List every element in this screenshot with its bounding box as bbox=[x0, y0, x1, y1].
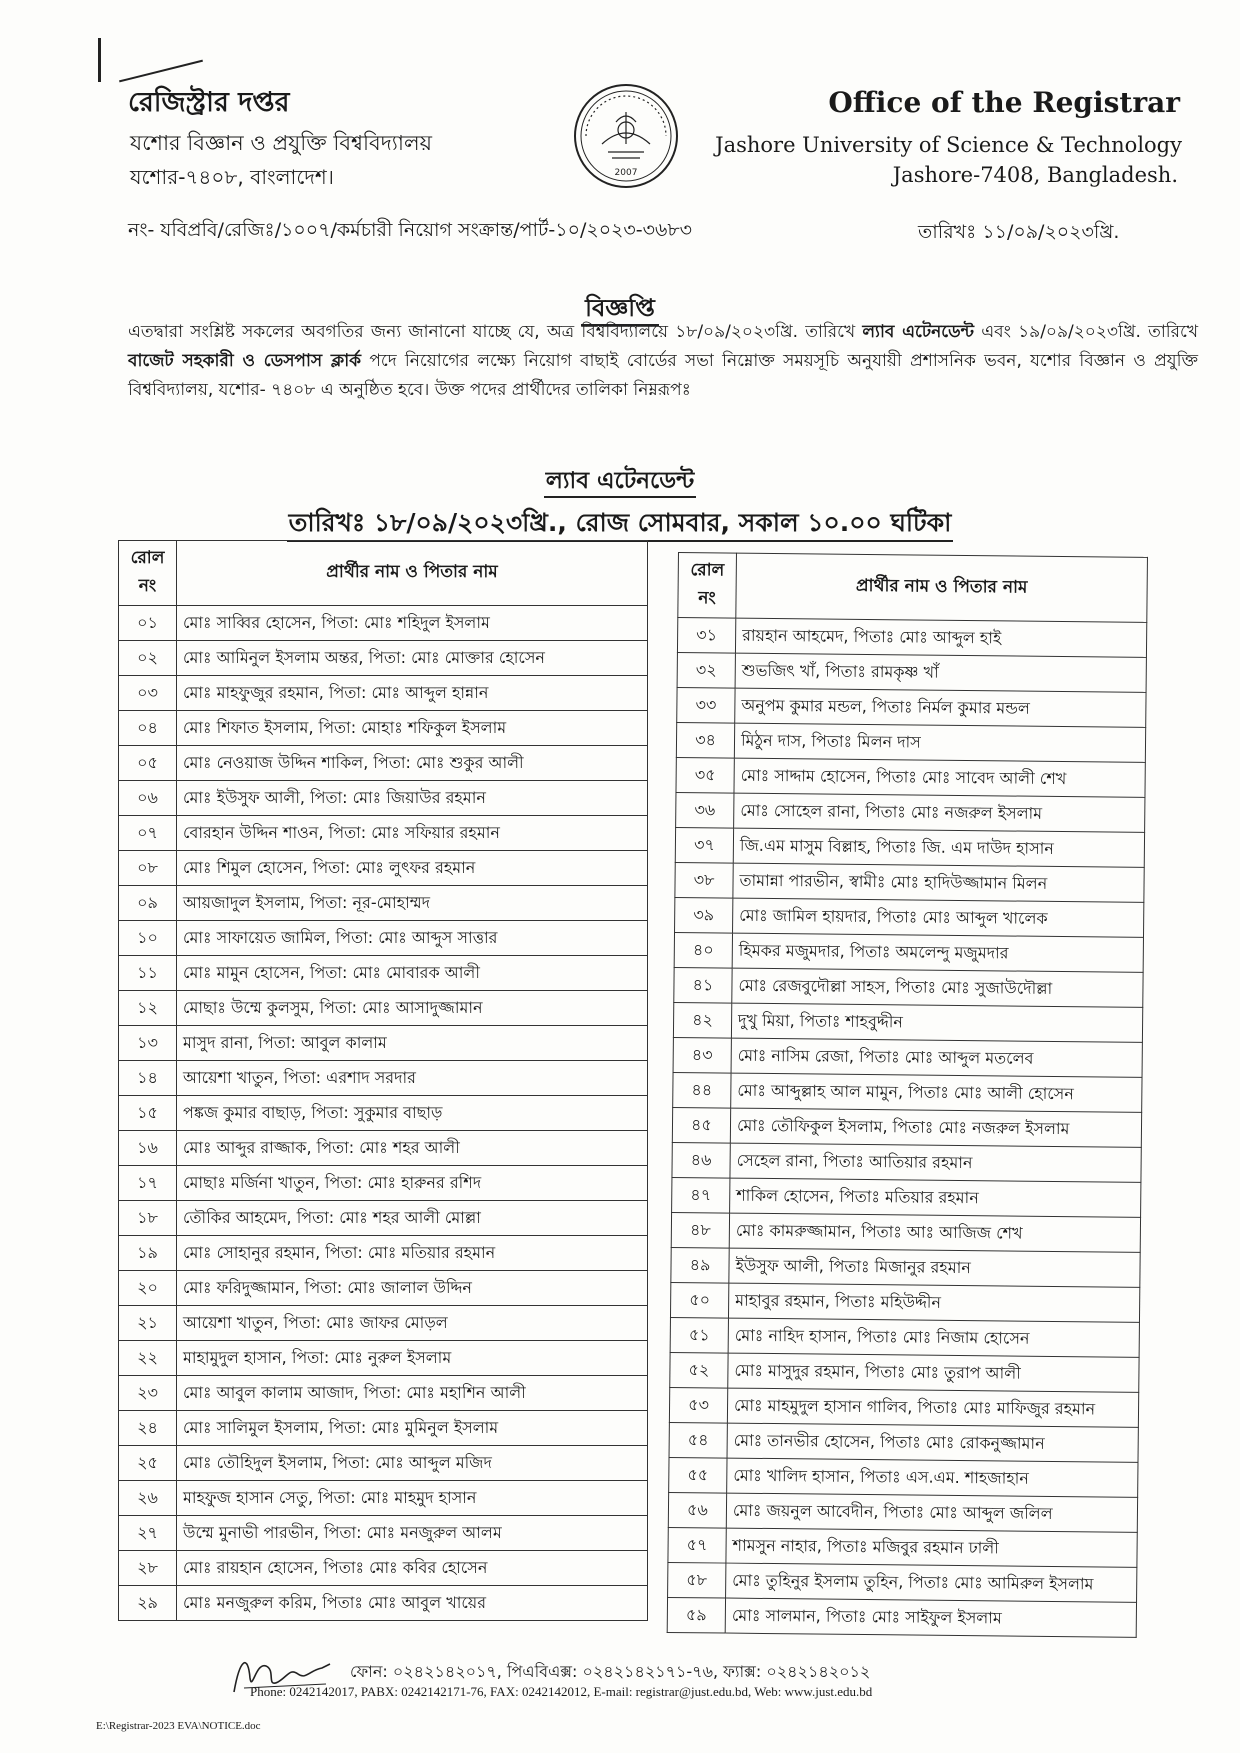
table-row bbox=[119, 1236, 648, 1271]
table-row bbox=[671, 1212, 1140, 1252]
candidate-name: আয়েশা খাতুন, পিতা: এরশাদ সরদার bbox=[177, 1061, 648, 1096]
candidate-name: মোছাঃ উম্মে কুলসুম, পিতা: মোঃ আসাদুজ্জামান bbox=[177, 991, 648, 1026]
office-name-bn: রেজিস্ট্রার দপ্তর bbox=[128, 87, 290, 118]
candidate-name: মোঃ নাহিদ হাসান, পিতাঃ মোঃ নিজাম হোসেন bbox=[728, 1318, 1139, 1357]
table-row bbox=[119, 1026, 648, 1061]
roll-number: ২৪ bbox=[119, 1411, 177, 1446]
table-row bbox=[119, 1271, 648, 1306]
footer-phone-bn: ফোন: ০২৪২১৪২০১৭, পিএবিএক্স: ০২৪২১৪২১৭১-৭৬, ফ্যাক্স: ০২৪২১৪২০১২ bbox=[350, 1662, 871, 1681]
candidate-name: মোঃ সোহেল রানা, পিতাঃ মোঃ নজরুল ইসলাম bbox=[734, 793, 1145, 832]
university-name-en: Jashore University of Science & Technology bbox=[715, 133, 1182, 157]
roll-number: ৪৯ bbox=[671, 1247, 729, 1283]
candidate-name: পঙ্কজ কুমার বাছাড়, পিতা: সুকুমার বাছাড় bbox=[177, 1096, 648, 1131]
roll-number: ৩৯ bbox=[675, 897, 733, 933]
table-row bbox=[119, 1061, 648, 1096]
table-row bbox=[669, 1422, 1138, 1462]
roll-number: ৫৩ bbox=[669, 1387, 727, 1423]
candidate-name: মোঃ মামুন হোসেন, পিতা: মোঃ মোবারক আলী bbox=[177, 956, 648, 991]
notice-post1: ল্যাব এটেনডেন্ট bbox=[862, 322, 974, 342]
candidate-name: হিমকর মজুমদার, পিতাঃ অমলেন্দু মজুমদার bbox=[732, 933, 1143, 972]
candidate-name: মোঃ সাব্বির হোসেন, পিতা: মোঃ শহিদুল ইসলাম bbox=[177, 606, 648, 641]
candidate-name: মোঃ আবুল কালাম আজাদ, পিতা: মোঃ মহাশিন আলী bbox=[177, 1376, 648, 1411]
roll-number: ৪১ bbox=[674, 967, 732, 1003]
table-row bbox=[119, 676, 648, 711]
roll-number: ৪৬ bbox=[672, 1142, 730, 1178]
roll-number: ২২ bbox=[119, 1341, 177, 1376]
roll-number: ৪৩ bbox=[673, 1037, 731, 1073]
roll-number: ৫৫ bbox=[669, 1457, 727, 1493]
candidate-name: মোছাঃ মর্জিনা খাতুন, পিতা: মোঃ হারুনর রশিদ bbox=[177, 1166, 648, 1201]
roll-number: ৪০ bbox=[674, 932, 732, 968]
roll-number: ১১ bbox=[119, 956, 177, 991]
table-row bbox=[675, 897, 1144, 937]
footer-contact-en: Phone: 0242142017, PABX: 0242142171-76, FAX: 0242142012, E-mail: registrar@just.edu.bd, Web: www.just.edu.bd bbox=[250, 1684, 873, 1699]
table-row bbox=[676, 757, 1145, 797]
candidate-name: মোঃ সালিমুল ইসলাম, পিতা: মোঃ মুমিনুল ইসলাম bbox=[177, 1411, 648, 1446]
candidate-name: মোঃ মাহমুদুল হাসান গালিব, পিতাঃ মোঃ মাফিজুর রহমান bbox=[727, 1388, 1138, 1427]
table-row bbox=[672, 1142, 1141, 1182]
candidate-table-left bbox=[118, 540, 648, 1621]
roll-number: ০৮ bbox=[119, 851, 177, 886]
table-row bbox=[119, 991, 648, 1026]
roll-number: ৩৭ bbox=[675, 827, 733, 863]
table-row bbox=[673, 1037, 1142, 1077]
candidate-table-right bbox=[667, 552, 1148, 1638]
roll-number: ৪২ bbox=[673, 1002, 731, 1038]
candidate-name: মোঃ সোহানুর রহমান, পিতা: মোঃ মতিয়ার রহমান bbox=[177, 1236, 648, 1271]
roll-number: ০৫ bbox=[119, 746, 177, 781]
roll-number: ৪৪ bbox=[673, 1072, 731, 1108]
memo-number: নং- যবিপ্রবি/রেজিঃ/১০০৭/কর্মচারী নিয়োগ সংক্রান্ত/পার্ট-১০/২০২৩-৩৬৮৩ bbox=[128, 219, 692, 241]
candidate-name: মোঃ মাসুদুর রহমান, পিতাঃ মোঃ তুরাপ আলী bbox=[728, 1353, 1139, 1392]
table-row bbox=[668, 1492, 1137, 1532]
candidate-name: মোঃ তৌহিদুল ইসলাম, পিতা: মোঃ আব্দুল মজিদ bbox=[177, 1446, 648, 1481]
table-row bbox=[119, 711, 648, 746]
roll-number: ৩৮ bbox=[675, 862, 733, 898]
table-row bbox=[673, 1072, 1142, 1112]
roll-number: ৫১ bbox=[670, 1317, 728, 1353]
candidate-name: আয়েশা খাতুন, পিতা: মোঃ জাফর মোড়ল bbox=[177, 1306, 648, 1341]
notice-title-text: বিজ্ঞপ্তি bbox=[581, 294, 659, 326]
candidate-name: মোঃ রেজবুদৌল্লা সাহস, পিতাঃ মোঃ সুজাউদৌল্লা bbox=[732, 968, 1143, 1007]
table-row bbox=[677, 687, 1146, 727]
table-row bbox=[119, 1411, 648, 1446]
table-row bbox=[119, 1446, 648, 1481]
notice-body-part2: এবং ১৯/০৯/২০২৩খ্রি. তারিখে bbox=[973, 322, 1198, 342]
roll-number: ১৯ bbox=[119, 1236, 177, 1271]
candidate-name: মোঃ তুহিনুর ইসলাম তুহিন, পিতাঃ মোঃ আমিরুল ইসলাম bbox=[726, 1563, 1137, 1602]
roll-number: ৪৫ bbox=[672, 1107, 730, 1143]
table-row bbox=[119, 886, 648, 921]
roll-number: ৫৯ bbox=[667, 1597, 725, 1633]
table-row bbox=[675, 862, 1144, 902]
roll-number: ৩৪ bbox=[676, 722, 734, 758]
candidate-name: মোঃ রায়হান হোসেন, পিতাঃ মোঃ কবির হোসেন bbox=[177, 1551, 648, 1586]
table-row bbox=[676, 792, 1145, 832]
candidate-name: মোঃ সাফায়েত জামিল, পিতা: মোঃ আব্দুস সাত্তার bbox=[177, 921, 648, 956]
candidate-name: মোঃ খালিদ হাসান, পিতাঃ এস.এম. শাহজাহান bbox=[727, 1458, 1138, 1497]
candidate-name: তামান্না পারভীন, স্বামীঃ মোঃ হাদিউজ্জামান মিলন bbox=[733, 863, 1144, 902]
header-stroke bbox=[119, 60, 203, 83]
table-header-row bbox=[678, 553, 1148, 623]
candidate-name: মোঃ মনজুরুল করিম, পিতাঃ মোঃ আবুল খায়ের bbox=[177, 1586, 648, 1621]
table-row bbox=[119, 746, 648, 781]
roll-number: ২১ bbox=[119, 1306, 177, 1341]
roll-number: ৩১ bbox=[677, 618, 735, 654]
candidate-name: মাহামুদুল হাসান, পিতা: মোঃ নুরুল ইসলাম bbox=[177, 1341, 648, 1376]
table-row bbox=[119, 956, 648, 991]
table-row bbox=[119, 1376, 648, 1411]
table-row bbox=[670, 1317, 1139, 1357]
roll-number: ৫৪ bbox=[669, 1422, 727, 1458]
table-row bbox=[674, 932, 1143, 972]
roll-number: ২৯ bbox=[119, 1586, 177, 1621]
roll-number: ৩৬ bbox=[676, 792, 734, 828]
candidate-name: মোঃ ইউসুফ আলী, পিতা: মোঃ জিয়াউর রহমান bbox=[177, 781, 648, 816]
roll-number: ১৪ bbox=[119, 1061, 177, 1096]
table-row bbox=[672, 1107, 1141, 1147]
notice-body-part1: এতদ্বারা সংশ্লিষ্ট সকলের অবগতির জন্য জানানো যাচ্ছে যে, অত্র বিশ্ববিদ্যালয়ে ১৮/০৯/২০২৩খ্রি. তারিখে bbox=[128, 322, 863, 342]
roll-number: ২৮ bbox=[119, 1551, 177, 1586]
roll-number: ৩২ bbox=[677, 652, 735, 688]
roll-number: ০৩ bbox=[119, 676, 177, 711]
table-row bbox=[671, 1247, 1140, 1287]
table-row bbox=[119, 1096, 648, 1131]
roll-number: ৪৮ bbox=[671, 1212, 729, 1248]
table-row bbox=[667, 1597, 1136, 1637]
roll-number: ৫৬ bbox=[668, 1492, 726, 1528]
candidate-name: মোঃ ফরিদুজ্জামান, পিতা: মোঃ জালাল উদ্দিন bbox=[177, 1271, 648, 1306]
candidate-name: মোঃ মাহফুজুর রহমান, পিতা: মোঃ আব্দুল হান্নান bbox=[177, 676, 648, 711]
notice-body-part3: পদে নিয়োগের লক্ষ্যে নিয়োগ বাছাই বোর্ডের সভা নিম্নোক্ত সময়সূচি অনুযায়ী প্রশাসনিক ভবন, যশোর বিজ্ঞান ও প্রযুক্তি বিশ্ববিদ্যালয়, যশোর- ৭৪০৮ এ অনুষ্ঠিত হবে। উক্ত পদের প্রার্থীদের তালিকা নিম্নরূপঃ bbox=[128, 351, 1198, 400]
table-row bbox=[119, 1131, 648, 1166]
address-en: Jashore-7408, Bangladesh. bbox=[892, 163, 1178, 187]
table-row bbox=[670, 1352, 1139, 1392]
roll-number: ১৩ bbox=[119, 1026, 177, 1061]
candidate-name: মোঃ নেওয়াজ উদ্দিন শাকিল, পিতা: মোঃ শুকুর আলী bbox=[177, 746, 648, 781]
table-row bbox=[672, 1177, 1141, 1217]
issue-date: তারিখঃ ১১/০৯/২০২৩খ্রি. bbox=[918, 221, 1120, 243]
candidate-name: শাকিল হোসেন, পিতাঃ মতিয়ার রহমান bbox=[730, 1178, 1141, 1217]
candidate-name: মোঃ জয়নুল আবেদীন, পিতাঃ মোঃ আব্দুল জলিল bbox=[726, 1493, 1137, 1532]
table-row bbox=[674, 967, 1143, 1007]
name-header: প্রার্থীর নাম ও পিতার নাম bbox=[736, 553, 1148, 622]
candidate-name: মোঃ আব্দুল্লাহ আল মামুন, পিতাঃ মোঃ আলী হোসেন bbox=[731, 1073, 1142, 1112]
roll-number: ২৭ bbox=[119, 1516, 177, 1551]
roll-header: রোল নং bbox=[678, 553, 737, 619]
candidate-name: তৌকির আহমেদ, পিতা: মোঃ শহর আলী মোল্লা bbox=[177, 1201, 648, 1236]
table-row bbox=[119, 851, 648, 886]
candidate-name: ইউসুফ আলী, পিতাঃ মিজানুর রহমান bbox=[729, 1248, 1140, 1287]
table-row bbox=[677, 652, 1146, 692]
notice-post2: বাজেট সহকারী ও ডেসপাস ক্লার্ক bbox=[128, 351, 362, 371]
candidate-name: উম্মে মুনাভী পারভীন, পিতা: মোঃ মনজুরুল আলম bbox=[177, 1516, 648, 1551]
roll-number: ০৭ bbox=[119, 816, 177, 851]
table-row bbox=[119, 1306, 648, 1341]
post-title-text: ল্যাব এটেনডেন্ট bbox=[544, 468, 697, 498]
table-row bbox=[119, 1341, 648, 1376]
roll-number: ২৫ bbox=[119, 1446, 177, 1481]
university-name-bn: যশোর বিজ্ঞান ও প্রযুক্তি বিশ্ববিদ্যালয় bbox=[130, 131, 432, 155]
table-row bbox=[119, 781, 648, 816]
candidate-name: মোঃ নাসিম রেজা, পিতাঃ মোঃ আব্দুল মতলেব bbox=[731, 1038, 1142, 1077]
table-row bbox=[676, 722, 1145, 762]
table-row bbox=[677, 618, 1146, 658]
roll-number: ২৬ bbox=[119, 1481, 177, 1516]
roll-number: ৩৩ bbox=[677, 687, 735, 723]
candidate-name: মাহফুজ হাসান সেতু, পিতা: মোঃ মাহমুদ হাসান bbox=[177, 1481, 648, 1516]
candidate-name: মাহাবুর রহমান, পিতাঃ মহিউদ্দীন bbox=[728, 1283, 1139, 1322]
roll-number: ৪৭ bbox=[672, 1177, 730, 1213]
table-row bbox=[673, 1002, 1142, 1042]
candidate-name: সেহেল রানা, পিতাঃ আতিয়ার রহমান bbox=[730, 1143, 1141, 1182]
table-row bbox=[119, 921, 648, 956]
roll-number: ১৮ bbox=[119, 1201, 177, 1236]
table-row bbox=[119, 1201, 648, 1236]
candidate-name: মোঃ শিমুল হোসেন, পিতা: মোঃ লুৎফর রহমান bbox=[177, 851, 648, 886]
candidate-name: রায়হান আহমেদ, পিতাঃ মোঃ আব্দুল হাই bbox=[735, 618, 1146, 657]
candidate-rows-right bbox=[667, 618, 1147, 1638]
roll-number: ৫৮ bbox=[668, 1562, 726, 1598]
candidate-name: মোঃ সাদ্দাম হোসেন, পিতাঃ মোঃ সাবেদ আলী শেখ bbox=[734, 758, 1145, 797]
roll-number: ০৬ bbox=[119, 781, 177, 816]
table-row bbox=[119, 816, 648, 851]
candidate-name: মাসুদ রানা, পিতা: আবুল কালাম bbox=[177, 1026, 648, 1061]
table-row bbox=[119, 641, 648, 676]
table-row bbox=[119, 1481, 648, 1516]
candidate-name: মোঃ আব্দুর রাজ্জাক, পিতা: মোঃ শহর আলী bbox=[177, 1131, 648, 1166]
notice-body bbox=[128, 318, 1198, 405]
roll-number: ৫৭ bbox=[668, 1527, 726, 1563]
table-row bbox=[119, 1516, 648, 1551]
table-header-row bbox=[119, 541, 648, 606]
table-row bbox=[119, 1551, 648, 1586]
candidate-rows-left bbox=[119, 606, 648, 1621]
exam-schedule-text: তারিখঃ ১৮/০৯/২০২৩খ্রি., রোজ সোমবার, সকাল ১০.০০ ঘটিকা bbox=[287, 508, 954, 542]
margin-mark bbox=[98, 38, 101, 82]
table-row bbox=[668, 1527, 1137, 1567]
university-seal-logo bbox=[572, 82, 680, 190]
table-row bbox=[675, 827, 1144, 867]
roll-header: রোল নং bbox=[119, 541, 177, 606]
candidate-name: শামসুন নাহার, পিতাঃ মজিবুর রহমান ঢালী bbox=[726, 1528, 1137, 1567]
candidate-name: মিঠুন দাস, পিতাঃ মিলন দাস bbox=[734, 723, 1145, 762]
roll-number: ১৬ bbox=[119, 1131, 177, 1166]
table-row bbox=[119, 1166, 648, 1201]
seal-year: 2007 bbox=[614, 168, 638, 178]
candidate-name: জি.এম মাসুম বিল্লাহ, পিতাঃ জি. এম দাউদ হাসান bbox=[733, 828, 1144, 867]
roll-number: ১৭ bbox=[119, 1166, 177, 1201]
candidate-name: মোঃ আমিনুল ইসলাম অন্তর, পিতা: মোঃ মোক্তার হোসেন bbox=[177, 641, 648, 676]
post-title bbox=[0, 462, 1240, 501]
office-name-en: Office of the Registrar bbox=[828, 86, 1180, 119]
candidate-name: আয়জাদুল ইসলাম, পিতা: নূর-মোহাম্মদ bbox=[177, 886, 648, 921]
table-row bbox=[669, 1457, 1138, 1497]
roll-number: ২৩ bbox=[119, 1376, 177, 1411]
candidate-name: অনুপম কুমার মন্ডল, পিতাঃ নির্মল কুমার মন্ডল bbox=[735, 688, 1146, 727]
candidate-name: মোঃ তানভীর হোসেন, পিতাঃ মোঃ রোকনুজ্জামান bbox=[727, 1423, 1138, 1462]
table-row bbox=[119, 1586, 648, 1621]
roll-number: ১০ bbox=[119, 921, 177, 956]
candidate-name: মোঃ জামিল হায়দার, পিতাঃ মোঃ আব্দুল খালেক bbox=[733, 898, 1144, 937]
roll-number: ৩৫ bbox=[676, 757, 734, 793]
candidate-name: মোঃ কামরুজ্জামান, পিতাঃ আঃ আজিজ শেখ bbox=[729, 1213, 1140, 1252]
table-row bbox=[669, 1387, 1138, 1427]
roll-number: ১২ bbox=[119, 991, 177, 1026]
roll-number: ০৪ bbox=[119, 711, 177, 746]
table-row bbox=[668, 1562, 1137, 1602]
roll-number: ০৯ bbox=[119, 886, 177, 921]
candidate-name: মোঃ তৌফিকুল ইসলাম, পিতাঃ মোঃ নজরুল ইসলাম bbox=[730, 1108, 1141, 1147]
roll-number: ২০ bbox=[119, 1271, 177, 1306]
roll-number: ০২ bbox=[119, 641, 177, 676]
candidate-name: মোঃ সালমান, পিতাঃ মোঃ সাইফুল ইসলাম bbox=[725, 1598, 1136, 1637]
address-bn: যশোর-৭৪০৮, বাংলাদেশ। bbox=[130, 165, 334, 189]
candidate-name: দুখু মিয়া, পিতাঃ শাহবুদ্দীন bbox=[731, 1003, 1142, 1042]
candidate-name: মোঃ শিফাত ইসলাম, পিতা: মোহাঃ শফিকুল ইসলাম bbox=[177, 711, 648, 746]
roll-number: ৫২ bbox=[670, 1352, 728, 1388]
table-row bbox=[119, 606, 648, 641]
roll-number: ৫০ bbox=[670, 1282, 728, 1318]
table-row bbox=[670, 1282, 1139, 1322]
roll-number: ১৫ bbox=[119, 1096, 177, 1131]
candidate-name: বোরহান উদ্দিন শাওন, পিতা: মোঃ সফিয়ার রহমান bbox=[177, 816, 648, 851]
roll-number: ০১ bbox=[119, 606, 177, 641]
candidate-name: শুভজিৎ খাঁ, পিতাঃ রামকৃষ্ণ খাঁ bbox=[735, 653, 1146, 692]
file-path: E:\Registrar-2023 EVA\NOTICE.doc bbox=[96, 1720, 261, 1732]
name-header: প্রার্থীর নাম ও পিতার নাম bbox=[177, 541, 648, 606]
